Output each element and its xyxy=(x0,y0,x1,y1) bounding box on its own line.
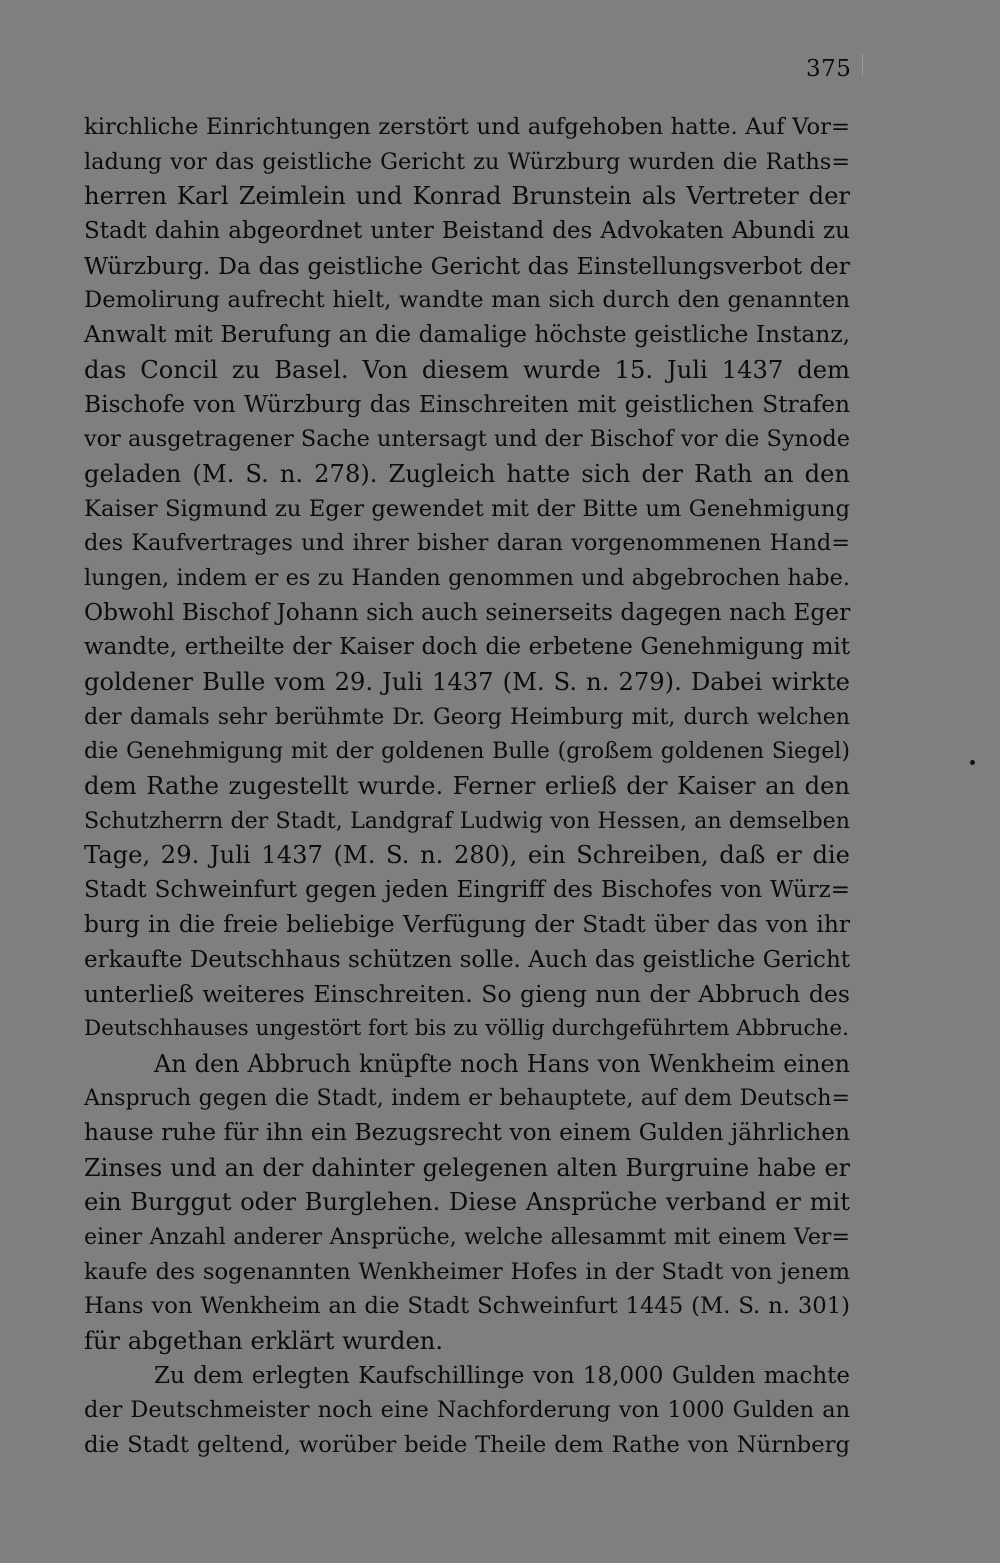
text-line: lungen, indem er es zu Handen genommen und abgebrochen habe. xyxy=(84,564,850,591)
text-line: Zu dem erlegten Kaufschillinge von 18,000 Gulden machte xyxy=(154,1362,850,1389)
text-line: Demolirung aufrecht hielt, wandte man sich durch den genannten xyxy=(84,287,850,314)
text-line: ein Burggut oder Burglehen. Diese Ansprüche verband er mit xyxy=(84,1188,850,1217)
text-line: goldener Bulle vom 29. Juli 1437 (M. S. n. 279). Dabei wirkte xyxy=(84,668,850,696)
text-line: kirchliche Einrichtungen zerstört und aufgehoben hatte. Auf Vor= xyxy=(84,114,850,140)
page-number: 375 xyxy=(806,56,852,82)
text-line: des Kaufvertrages und ihrer bisher daran vorgenommenen Hand= xyxy=(84,530,850,557)
text-line: Kaiser Sigmund zu Eger gewendet mit der Bitte um Genehmigung xyxy=(84,495,850,522)
text-line: der Deutschmeister noch eine Nachforderung von 1000 Gulden an xyxy=(84,1397,850,1424)
text-line: für abgethan erklärt wurden. xyxy=(84,1327,444,1356)
text-line: einer Anzahl anderer Ansprüche, welche allesammt mit einem Ver= xyxy=(84,1224,850,1250)
text-line: burg in die freie beliebige Verfügung der Stadt über das von ihr xyxy=(84,910,850,938)
text-line: Stadt dahin abgeordnet unter Beistand des Advokaten Abundi zu xyxy=(84,218,850,245)
text-line: erkaufte Deutschhaus schützen solle. Auch das geistliche Gericht xyxy=(84,946,850,973)
text-line: Schutzherrn der Stadt, Landgraf Ludwig von Hessen, an demselben xyxy=(84,807,850,834)
text-line: Tage, 29. Juli 1437 (M. S. n. 280), ein Schreiben, daß er die xyxy=(84,841,850,870)
text-line: hause ruhe für ihn ein Bezugsrecht von einem Gulden jährlichen xyxy=(84,1118,850,1146)
text-line: Anwalt mit Berufung an die damalige höchste geistliche Instanz, xyxy=(84,321,850,349)
text-line: der damals sehr berühmte Dr. Georg Heimburg mit, durch welchen xyxy=(84,703,850,730)
text-line: unterließ weiteres Einschreiten. So gieng nun der Abbruch des xyxy=(84,980,850,1009)
text-line: Deutschhauses ungestört fort bis zu völlig durchgeführtem Abbruche. xyxy=(84,1015,849,1041)
text-line: wandte, ertheilte der Kaiser doch die erbetene Genehmigung mit xyxy=(84,634,850,661)
text-line: Hans von Wenkheim an die Stadt Schweinfurt 1445 (M. S. n. 301) xyxy=(84,1293,850,1320)
text-line: ladung vor das geistliche Gericht zu Würzburg wurden die Raths= xyxy=(84,148,850,175)
text-line: Würzburg. Da das geistliche Gericht das Einstellungsverbot der xyxy=(84,251,850,280)
text-line: Zinses und an der dahinter gelegenen alten Burgruine habe er xyxy=(84,1153,850,1182)
text-line: die Stadt geltend, worüber beide Theile dem Rathe von Nürnberg xyxy=(84,1432,850,1459)
text-line: die Genehmigung mit der goldenen Bulle (großem goldenen Siegel) xyxy=(84,738,850,765)
text-line: das Concil zu Basel. Von diesem wurde 15. Juli 1437 dem xyxy=(84,355,850,384)
scan-mark xyxy=(862,54,863,76)
text-line: Anspruch gegen die Stadt, indem er behauptete, auf dem Deutsch= xyxy=(84,1085,850,1112)
body-text xyxy=(84,110,850,1463)
text-line: Stadt Schweinfurt gegen jeden Eingriff des Bischofes von Würz= xyxy=(84,877,850,904)
text-line: geladen (M. S. n. 278). Zugleich hatte sich der Rath an den xyxy=(84,459,850,488)
text-line: Obwohl Bischof Johann sich auch seinerseits dagegen nach Eger xyxy=(84,598,851,626)
text-line: An den Abbruch knüpfte noch Hans von Wenkheim einen xyxy=(154,1049,850,1078)
text-line: vor ausgetragener Sache untersagt und der Bischof vor die Synode xyxy=(84,426,850,453)
scan-speck xyxy=(970,760,975,765)
text-line: dem Rathe zugestellt wurde. Ferner erließ der Kaiser an den xyxy=(84,772,850,801)
text-line: Bischofe von Würzburg das Einschreiten mit geistlichen Strafen xyxy=(84,390,850,418)
text-line: herren Karl Zeimlein und Konrad Brunstein als Vertreter der xyxy=(84,182,850,211)
text-line: kaufe des sogenannten Wenkheimer Hofes in der Stadt von jenem xyxy=(84,1258,850,1285)
